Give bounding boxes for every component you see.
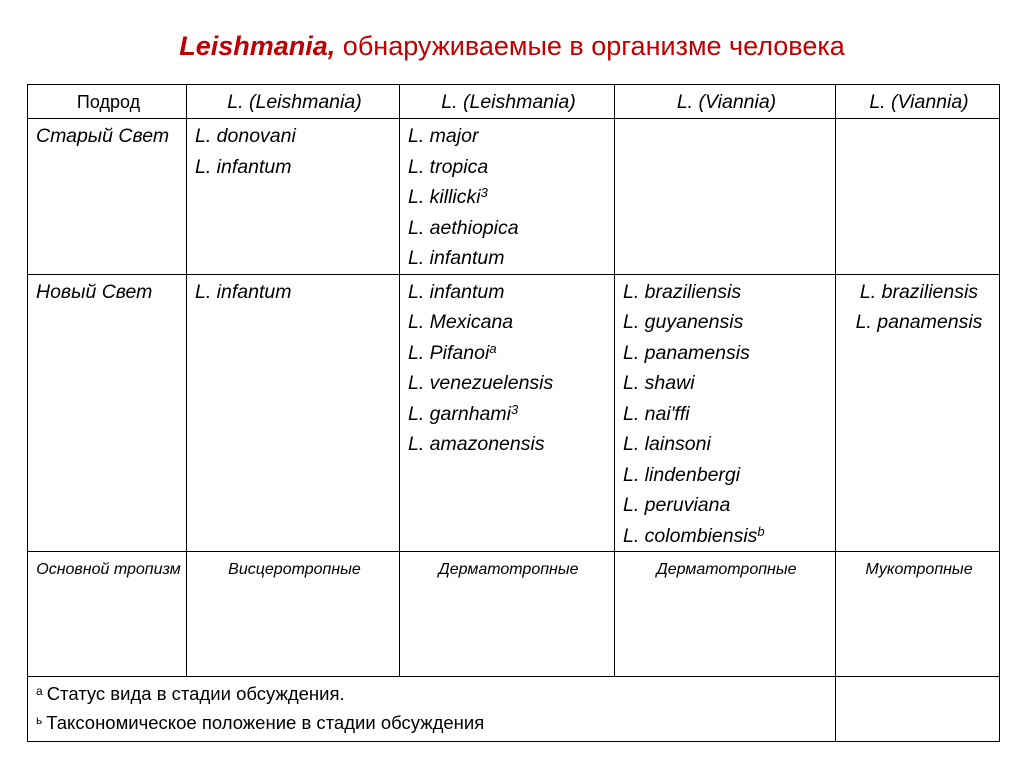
species-name bbox=[623, 490, 830, 521]
species-name bbox=[623, 399, 830, 430]
species-name bbox=[408, 213, 609, 244]
footnote-empty-cell bbox=[836, 677, 1000, 742]
old-world-col-2 bbox=[400, 119, 615, 275]
species-name bbox=[623, 338, 830, 369]
tropism-row bbox=[28, 552, 1000, 677]
species-name bbox=[844, 277, 994, 308]
old-world-row bbox=[28, 119, 1000, 275]
header-col-4: L. (Viannia) bbox=[836, 85, 1000, 119]
species-text: L. peruviana bbox=[623, 494, 731, 516]
species-name bbox=[623, 521, 830, 552]
new-world-row bbox=[28, 274, 1000, 552]
footnote-a-mark: a bbox=[36, 684, 43, 698]
title-genus: Leishmania, bbox=[179, 31, 336, 61]
header-col-3: L. (Viannia) bbox=[615, 85, 836, 119]
species-text: L. guyanensis bbox=[623, 311, 744, 333]
tropism-label: Основной тропизм bbox=[28, 552, 187, 677]
species-text: L. panamensis bbox=[623, 341, 750, 364]
species-name bbox=[408, 399, 609, 430]
old-world-col-1 bbox=[187, 119, 400, 275]
new-world-col-3 bbox=[615, 274, 836, 552]
new-world-col-1 bbox=[187, 274, 400, 552]
species-name bbox=[408, 429, 609, 460]
species-name bbox=[408, 121, 609, 152]
footnote-a-text: Статус вида в стадии обсуждения. bbox=[46, 683, 345, 704]
species-text: L. major bbox=[408, 125, 479, 147]
footnote-b-text: Таксономическое положение в стадии обсуждения bbox=[46, 712, 485, 733]
tropism-col-2: Дерматотропные bbox=[400, 552, 615, 677]
species-text: L. tropica bbox=[408, 155, 489, 178]
header-col-1: L. (Leishmania) bbox=[187, 85, 400, 119]
species-superscript: a bbox=[489, 340, 497, 356]
page-title bbox=[0, 26, 1024, 66]
tropism-col-1: Висцеротропные bbox=[187, 552, 400, 677]
header-row bbox=[28, 85, 1000, 119]
species-name bbox=[408, 152, 609, 183]
species-text: L. lainsoni bbox=[623, 433, 711, 455]
species-text: L. braziliensis bbox=[623, 280, 742, 303]
species-text: L. Pifanoi bbox=[408, 341, 490, 364]
species-text: L. infantum bbox=[408, 247, 505, 269]
species-text: L. infantum bbox=[195, 155, 292, 178]
old-world-col-4 bbox=[836, 119, 1000, 275]
species-text: L. nai'ffi bbox=[623, 402, 690, 425]
species-text: L. infantum bbox=[408, 280, 505, 303]
species-text: L. aethiopica bbox=[408, 216, 519, 239]
new-world-col-2 bbox=[400, 274, 615, 552]
header-subgenus: Подрод bbox=[28, 85, 187, 119]
species-name bbox=[408, 338, 609, 369]
species-text: L. shawi bbox=[623, 372, 695, 394]
footnotes bbox=[28, 677, 836, 742]
species-name bbox=[623, 460, 830, 491]
tropism-col-3: Дерматотропные bbox=[615, 552, 836, 677]
species-text: L. panamensis bbox=[855, 311, 983, 333]
species-name bbox=[195, 152, 394, 183]
species-text: L. infantum bbox=[195, 280, 292, 303]
species-name bbox=[408, 277, 609, 308]
tropism-col-4: Мукотропные bbox=[836, 552, 1000, 677]
species-name bbox=[195, 277, 394, 308]
species-name bbox=[623, 277, 830, 308]
species-text: L. amazonensis bbox=[408, 433, 545, 455]
footnote-b bbox=[36, 708, 830, 737]
species-name bbox=[844, 307, 994, 338]
species-text: L. donovani bbox=[195, 125, 296, 147]
old-world-label: Старый Свет bbox=[28, 119, 187, 275]
species-text: L. venezuelensis bbox=[408, 372, 554, 394]
header-col-2: L. (Leishmania) bbox=[400, 85, 615, 119]
species-text: L. lindenbergi bbox=[623, 463, 741, 486]
species-name bbox=[408, 243, 609, 274]
species-text: L. garnhami bbox=[408, 402, 511, 425]
new-world-col-4 bbox=[836, 274, 1000, 552]
old-world-col-3 bbox=[615, 119, 836, 275]
footnote-row bbox=[28, 677, 1000, 742]
species-name bbox=[623, 368, 830, 399]
species-name bbox=[408, 307, 609, 338]
species-name bbox=[408, 182, 609, 213]
species-name bbox=[195, 121, 394, 152]
species-superscript: 3 bbox=[510, 401, 519, 417]
species-name bbox=[408, 368, 609, 399]
species-text: L. braziliensis bbox=[859, 280, 979, 303]
species-text: L. colombiensis bbox=[623, 524, 758, 547]
species-superscript: 3 bbox=[480, 185, 488, 200]
species-name bbox=[623, 429, 830, 460]
footnote-a bbox=[36, 679, 830, 708]
species-text: L. killicki bbox=[408, 186, 481, 208]
footnote-b-mark: ь bbox=[36, 713, 43, 727]
leishmania-table bbox=[27, 84, 1000, 742]
species-text: L. Mexicana bbox=[408, 311, 514, 333]
title-rest: обнаруживаемые в организме человека bbox=[342, 31, 845, 61]
species-name bbox=[623, 307, 830, 338]
new-world-label: Новый Свет bbox=[28, 274, 187, 552]
species-superscript: b bbox=[757, 523, 765, 539]
